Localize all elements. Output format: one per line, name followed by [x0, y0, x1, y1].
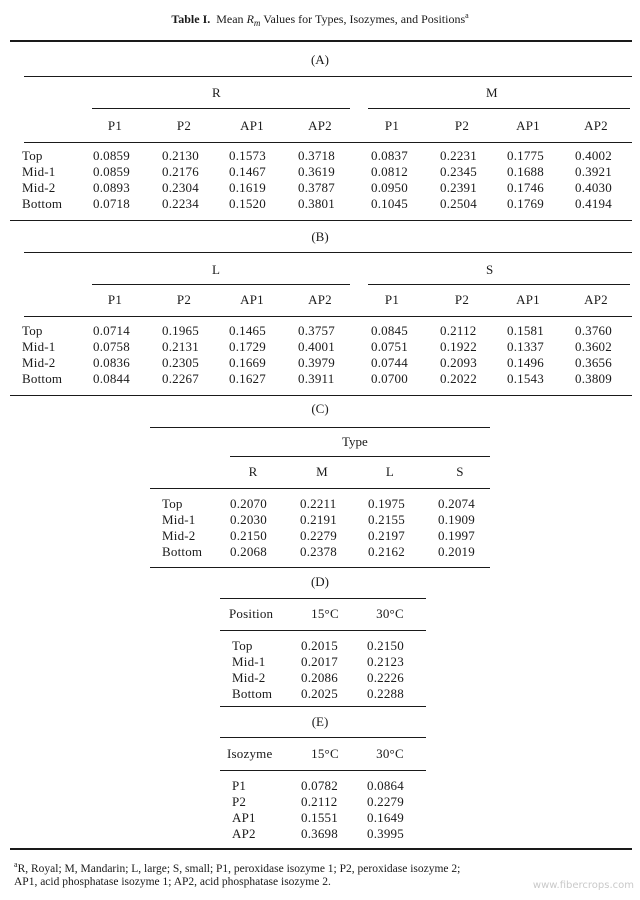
table-cell: 0.3619: [298, 164, 335, 179]
table-cell: 0.1467: [229, 164, 266, 179]
table-cell: 0.1746: [507, 180, 544, 195]
table-c-bottom-rule: [150, 567, 490, 568]
column-header: 30°C: [376, 746, 404, 761]
table-cell: 0.2112: [301, 794, 338, 809]
row-label: Mid-2: [162, 528, 196, 543]
table-cell: 0.0893: [93, 180, 130, 195]
table-cell: 0.2211: [300, 496, 337, 511]
table-cell: 0.2015: [301, 638, 338, 653]
table-cell: 0.1337: [507, 339, 544, 354]
table-cell: 0.2288: [367, 686, 404, 701]
table-cell: 0.1649: [367, 810, 404, 825]
table-cell: 0.2086: [301, 670, 338, 685]
group-l-rule: [92, 284, 350, 285]
column-header: Position: [229, 606, 274, 621]
table-cell: 0.2112: [440, 323, 477, 338]
table-cell: 0.2123: [367, 654, 404, 669]
table-cell: 0.1729: [229, 339, 266, 354]
table-cell: 0.1769: [507, 196, 544, 211]
section-b-rule: [24, 252, 632, 253]
row-label: P1: [232, 778, 247, 793]
group-s-header: S: [486, 262, 494, 277]
table-d-header-rule: [220, 630, 426, 631]
table-cell: 0.3602: [575, 339, 612, 354]
section-c-rule: [150, 427, 490, 428]
row-label: Mid-1: [232, 654, 266, 669]
table-cell: 0.0751: [371, 339, 408, 354]
table-cell: 0.0700: [371, 371, 408, 386]
table-cell: 0.1965: [162, 323, 199, 338]
group-r-header: R: [212, 85, 221, 100]
column-header: AP2: [584, 292, 608, 307]
table-cell: 0.2155: [368, 512, 405, 527]
table-cell: 0.0837: [371, 148, 408, 163]
table-cell: 0.1581: [507, 323, 544, 338]
table-cell: 0.2150: [367, 638, 404, 653]
row-label: Top: [232, 638, 253, 653]
table-cell: 0.3801: [298, 196, 335, 211]
table-cell: 0.1619: [229, 180, 266, 195]
table-a-bottom-rule: [10, 220, 632, 221]
table-cell: 0.1045: [371, 196, 408, 211]
column-header: 30°C: [376, 606, 404, 621]
group-s-rule: [368, 284, 630, 285]
row-label: Top: [22, 148, 43, 163]
table-cell: 0.2025: [301, 686, 338, 701]
table-e-header-rule: [220, 770, 426, 771]
table-cell: 0.2131: [162, 339, 199, 354]
column-header: AP2: [308, 118, 332, 133]
table-cell: 0.0845: [371, 323, 408, 338]
section-a-rule: [24, 76, 632, 77]
footnote-line-2: AP1, acid phosphatase isozyme 1; AP2, acid phosphatase isozyme 2.: [14, 876, 331, 888]
column-header: P1: [107, 292, 123, 307]
column-header: P1: [384, 292, 400, 307]
table-cell: 0.2279: [300, 528, 337, 543]
row-label: P2: [232, 794, 247, 809]
row-label: Bottom: [232, 686, 273, 701]
row-label: Top: [162, 496, 183, 511]
r-subscript: m: [253, 18, 261, 29]
table-cell: 0.4002: [575, 148, 612, 163]
section-d-rule: [220, 598, 426, 599]
table-cell: 0.2130: [162, 148, 199, 163]
column-header: 15°C: [311, 606, 339, 621]
table-cell: 0.2378: [300, 544, 337, 559]
table-cell: 0.1543: [507, 371, 544, 386]
column-header: Isozyme: [227, 746, 273, 761]
row-label: Mid-2: [22, 355, 56, 370]
table-cell: 0.2150: [230, 528, 267, 543]
table-cell: 0.2279: [367, 794, 404, 809]
table-cell: 0.1909: [438, 512, 475, 527]
section-b-label: (B): [311, 229, 329, 244]
table-cell: 0.2304: [162, 180, 199, 195]
table-cell: 0.3698: [301, 826, 338, 841]
row-label: Bottom: [22, 196, 63, 211]
column-header: P1: [384, 118, 400, 133]
column-header: AP1: [516, 118, 540, 133]
table-cell: 0.3757: [298, 323, 335, 338]
column-header: AP2: [308, 292, 332, 307]
table-cell: 0.4194: [575, 196, 612, 211]
table-c-header-rule: [150, 488, 490, 489]
table-title: [0, 11, 640, 29]
table-cell: 0.2504: [440, 196, 477, 211]
table-cell: 0.0782: [301, 778, 338, 793]
section-e-rule: [220, 737, 426, 738]
table-cell: 0.1997: [438, 528, 475, 543]
table-cell: 0.1520: [229, 196, 266, 211]
table-cell: 0.0859: [93, 148, 130, 163]
section-a-label: (A): [310, 52, 330, 67]
table-cell: 0.2231: [440, 148, 477, 163]
column-header: P2: [176, 118, 192, 133]
row-label: Bottom: [162, 544, 203, 559]
r-symbol: R: [246, 12, 254, 26]
group-m-header: M: [486, 85, 498, 100]
table-cell: 0.2093: [440, 355, 477, 370]
column-header: AP1: [240, 292, 264, 307]
table-cell: 0.2345: [440, 164, 477, 179]
table-cell: 0.2019: [438, 544, 475, 559]
table-cell: 0.2226: [367, 670, 404, 685]
table-cell: 0.2391: [440, 180, 477, 195]
table-cell: 0.1465: [229, 323, 266, 338]
table-cell: 0.2017: [301, 654, 338, 669]
row-label: AP2: [232, 826, 256, 841]
group-l-header: L: [212, 262, 220, 277]
table-cell: 0.1551: [301, 810, 338, 825]
group-m-rule: [368, 108, 630, 109]
row-label: Mid-1: [22, 164, 56, 179]
section-c-label: (C): [311, 401, 329, 416]
column-header: L: [385, 464, 395, 479]
table-cell: 0.2022: [440, 371, 477, 386]
table-cell: 0.4030: [575, 180, 612, 195]
table-cell: 0.0844: [93, 371, 130, 386]
row-label: Top: [22, 323, 43, 338]
column-header: M: [316, 464, 328, 479]
column-header: P2: [454, 292, 470, 307]
table-cell: 0.1669: [229, 355, 266, 370]
table-cell: 0.1975: [368, 496, 405, 511]
table-cell: 0.1688: [507, 164, 544, 179]
table-cell: 0.2176: [162, 164, 199, 179]
table-cell: 0.0744: [371, 355, 408, 370]
title-prefix: Mean: [216, 12, 247, 26]
table-cell: 0.3718: [298, 148, 335, 163]
row-label: Mid-1: [22, 339, 56, 354]
row-label: Mid-2: [22, 180, 56, 195]
top-rule: [10, 40, 632, 42]
table-cell: 0.2162: [368, 544, 405, 559]
group-r-rule: [92, 108, 350, 109]
table-cell: 0.3995: [367, 826, 404, 841]
table-cell: 0.1573: [229, 148, 266, 163]
table-cell: 0.1627: [229, 371, 266, 386]
table-cell: 0.3760: [575, 323, 612, 338]
table-cell: 0.0758: [93, 339, 130, 354]
table-cell: 0.2197: [368, 528, 405, 543]
section-d-label: (D): [310, 574, 330, 589]
table-cell: 0.3911: [298, 371, 335, 386]
column-header: P2: [176, 292, 192, 307]
type-group-rule: [230, 456, 490, 457]
table-cell: 0.0812: [371, 164, 408, 179]
table-cell: 0.2068: [230, 544, 267, 559]
table-cell: 0.3921: [575, 164, 612, 179]
table-cell: 0.2074: [438, 496, 475, 511]
table-b-bottom-rule: [10, 395, 632, 396]
column-header: AP1: [240, 118, 264, 133]
table-cell: 0.0836: [93, 355, 130, 370]
footnote-text-1: R, Royal; M, Mandarin; L, large; S, small; P1, peroxidase isozyme 1; P2, peroxidase isozyme 2;: [17, 862, 461, 875]
table-cell: 0.3809: [575, 371, 612, 386]
column-header: AP1: [516, 292, 540, 307]
table-d-bottom-rule: [220, 706, 426, 707]
table-label: Table I.: [171, 12, 211, 26]
column-header: AP2: [584, 118, 608, 133]
row-label: Bottom: [22, 371, 63, 386]
table-cell: 0.3656: [575, 355, 612, 370]
table-cell: 0.2030: [230, 512, 267, 527]
section-e-label: (E): [311, 714, 329, 729]
table-a-header-rule: [24, 142, 632, 143]
table-cell: 0.4001: [298, 339, 335, 354]
table-cell: 0.2234: [162, 196, 199, 211]
table-cell: 0.0714: [93, 323, 130, 338]
type-header: Type: [342, 434, 368, 449]
table-cell: 0.3979: [298, 355, 335, 370]
row-label: Mid-1: [162, 512, 196, 527]
bottom-rule: [10, 848, 632, 850]
footnote-mark: a: [14, 860, 18, 869]
table-cell: 0.0859: [93, 164, 130, 179]
watermark: www.fibercrops.com: [532, 880, 634, 891]
column-header: 15°C: [311, 746, 339, 761]
column-header: S: [456, 464, 464, 479]
row-label: AP1: [232, 810, 256, 825]
table-cell: 0.1775: [507, 148, 544, 163]
table-cell: 0.0864: [367, 778, 404, 793]
table-cell: 0.0718: [93, 196, 130, 211]
column-header: P1: [107, 118, 123, 133]
title-suffix: Values for Types, Isozymes, and Positions: [260, 12, 466, 26]
column-header: P2: [454, 118, 470, 133]
table-cell: 0.2191: [300, 512, 337, 527]
column-header: R: [248, 464, 258, 479]
title-footnote-mark: a: [465, 11, 469, 20]
table-cell: 0.1922: [440, 339, 477, 354]
table-cell: 0.2305: [162, 355, 199, 370]
table-cell: 0.0950: [371, 180, 408, 195]
table-cell: 0.2267: [162, 371, 199, 386]
table-b-header-rule: [24, 316, 632, 317]
row-label: Mid-2: [232, 670, 266, 685]
table-cell: 0.2070: [230, 496, 267, 511]
table-cell: 0.3787: [298, 180, 335, 195]
table-cell: 0.1496: [507, 355, 544, 370]
